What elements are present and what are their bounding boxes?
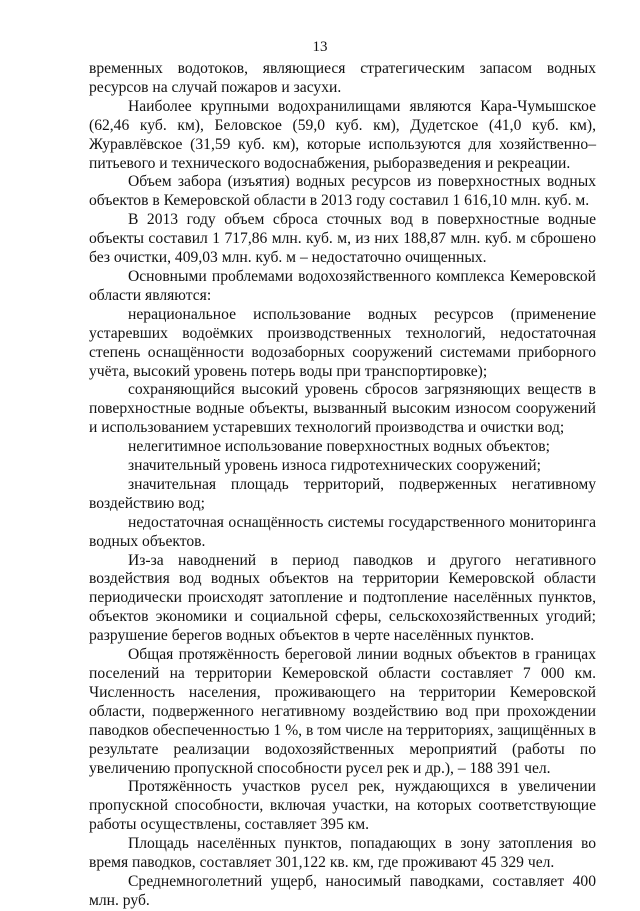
paragraph-problems-intro: Основными проблемами водохозяйственного комплекса Кемеровской области являются: bbox=[89, 267, 596, 304]
page-number: 13 bbox=[312, 39, 328, 55]
paragraph-continuation: временных водотоков, являющиеся стратегическим запасом водных ресурсов на случай пожаров и засухи. bbox=[89, 60, 596, 96]
list-item-wear: значительный уровень износа гидротехнических сооружений; bbox=[128, 457, 541, 475]
paragraph-riverbeds: Протяжённость участков русел рек, нуждающихся в увеличении пропускной способности, включая участки, на которых соответствующие работы осуществлены, составляет 395 км. bbox=[89, 778, 596, 834]
paragraph-damage: Среднемноголетний ущерб, наносимый паводками, составляет 400 млн. руб. bbox=[89, 872, 596, 909]
paragraph-floods: Из-за наводнений в период паводков и другого негативного воздействия вод водных объектов на территории Кемеровской области периодически происходят затопление и подтопление населённых пунктов, объектов экономики и социальной сферы, сельскохозяйственных угодий; разрушение берегов водных объектов в черте населённых пунктов. bbox=[89, 551, 596, 645]
list-item-monitoring: недостаточная оснащённость системы государственного мониторинга водных объектов. bbox=[89, 513, 596, 550]
list-item-illegitimate-use: нелегитимное использование поверхностных водных объектов; bbox=[128, 438, 551, 456]
paragraph-water-intake: Объем забора (изъятия) водных ресурсов из поверхностных водных объектов в Кемеровской области в 2013 году составил 1 616,10 млн. куб. м. bbox=[89, 173, 596, 210]
paragraph-flood-zone: Площадь населённых пунктов, попадающих в зону затопления во время паводков, составляет 301,122 кв. км, где проживают 45 329 чел. bbox=[89, 835, 596, 872]
paragraph-reservoirs: Наиболее крупными водохранилищами являются Кара-Чумышское (62,46 куб. км), Беловское (59,0 куб. км), Дудетское (41,0 куб. км), Журавлёвское (31,59 куб. км), которые используются для хозяйственно–питьевого и технического водоснабжения, рыборазведения и рекреации. bbox=[89, 97, 596, 172]
paragraph-shoreline: Общая протяжённость береговой линии водных объектов в границах поселений на территории Кемеровской области составляет 7 000 км. Численность населения, проживающего на территории Кемеровской области, подверженного негативному воздействию вод при прохождении паводков обеспеченностью 1 %, в том числе на территориях, защищённых в результате реализации водохозяйственных мероприятий (работы по увеличению пропускной способности русел рек и др.), – 188 391 чел. bbox=[89, 646, 596, 777]
list-item-negative-impact: значительная площадь территорий, подверженных негативному воздействию вод; bbox=[89, 475, 596, 512]
paragraph-wastewater: В 2013 году объем сброса сточных вод в поверхностные водные объекты составил 1 717,86 млн. куб. м, из них 188,87 млн. куб. м сброшено без очистки, 409,03 млн. куб. м – недостаточно очищенных. bbox=[89, 211, 596, 267]
list-item-pollution: сохраняющийся высокий уровень сбросов загрязняющих веществ в поверхностные водные объекты, вызванный высоким износом сооружений и использованием устаревших технологий производства и очистки вод; bbox=[89, 381, 596, 437]
document-body bbox=[89, 60, 596, 911]
list-item-irrational-use: нерациональное использование водных ресурсов (применение устаревших водоёмких производственных технологий, недостаточная степень оснащённости водозаборных сооружений системами приборного учёта, высокий уровень потерь воды при транспортировке); bbox=[89, 305, 596, 380]
